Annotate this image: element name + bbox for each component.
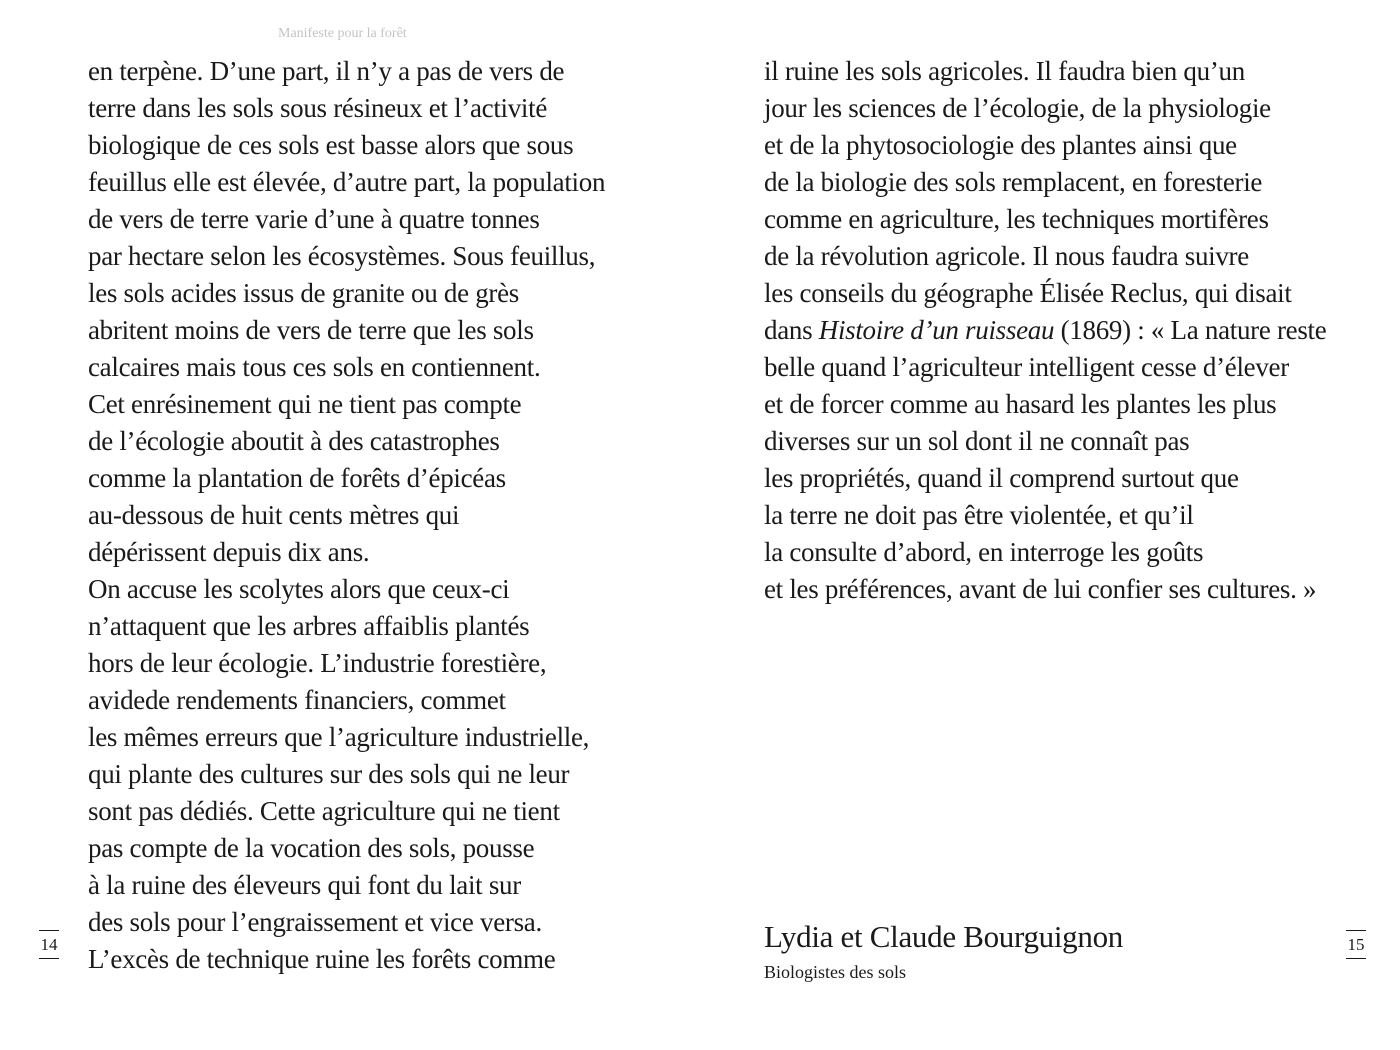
text-line: les sols acides issus de granite ou de grès [88,278,520,308]
text-line: Cet enrésinement qui ne tient pas compte [88,389,522,419]
page-number-rule-bottom [39,958,59,959]
book-title: Histoire d’un ruisseau [818,315,1055,345]
page-number-left-value: 14 [40,935,58,954]
text-line: par hectare selon les écosystèmes. Sous feuillus, [88,241,596,271]
text-line-with-title [764,312,1326,349]
text-line: de vers de terre varie d’une à quatre tonnes [88,204,540,234]
text-line: On accuse les scolytes alors que ceux-ci [88,574,510,604]
text-line: abritent moins de vers de terre que les sols [88,315,534,345]
text-line: des sols pour l’engraissement et vice versa. [88,907,542,937]
text-line: calcaires mais tous ces sols en contiennent. [88,352,541,382]
text-line: au-dessous de huit cents mètres qui [88,500,460,530]
text-line: et de la phytosociologie des plantes ainsi que [764,130,1237,160]
text-line: en terpène. D’une part, il n’y a pas de vers de [88,56,565,86]
text-line: sont pas dédiés. Cette agriculture qui ne tient [88,796,560,826]
text-line: la terre ne doit pas être violentée, et qu’il [764,500,1194,530]
text-line: jour les sciences de l’écologie, de la physiologie [764,93,1271,123]
author-name: Lydia et Claude Bourguignon [764,919,1123,954]
text-line: n’attaquent que les arbres affaiblis plantés [88,611,530,641]
text-line: terre dans les sols sous résineux et l’activité [88,93,548,123]
text-line: feuillus elle est élevée, d’autre part, la population [88,167,606,197]
text-line: à la ruine des éleveurs qui font du lait sur [88,870,521,900]
text-line: de l’écologie aboutit à des catastrophes [88,426,500,456]
text-line: et de forcer comme au hasard les plantes les plus [764,389,1277,419]
text-line: il ruine les sols agricoles. Il faudra bien qu’un [764,56,1245,86]
text-line: et les préférences, avant de lui confier ses cultures. » [764,574,1317,604]
text-line: de la révolution agricole. Il nous faudra suivre [764,241,1249,271]
text-line: les propriétés, quand il comprend surtout que [764,463,1239,493]
text-line: comme la plantation de forêts d’épicéas [88,463,506,493]
text-segment: (1869) : « La nature reste [1054,315,1327,345]
text-line: belle quand l’agriculteur intelligent cesse d’élever [764,352,1289,382]
text-segment: dans [764,315,819,345]
text-line: les mêmes erreurs que l’agriculture industrielle, [88,722,590,752]
text-line: hors de leur écologie. L’industrie forestière, [88,648,547,678]
page-number-rule-bottom [1346,958,1366,959]
text-line: diverses sur un sol dont il ne connaît pas [764,426,1190,456]
text-line: avidede rendements financiers, commet [88,685,506,715]
text-line: comme en agriculture, les techniques mortifères [764,204,1269,234]
text-line: dépérissent depuis dix ans. [88,537,370,567]
text-line: les conseils du géographe Élisée Reclus, qui disait [764,278,1292,308]
right-page-text [764,53,1326,608]
running-head: Manifeste pour la forêt [278,26,407,41]
page-number-right [1344,930,1368,959]
page-number-left [37,930,61,959]
text-line: biologique de ces sols est basse alors que sous [88,130,574,160]
text-line: qui plante des cultures sur des sols qui ne leur [88,759,570,789]
author-role: Biologistes des sols [764,962,907,982]
text-line: L’excès de technique ruine les forêts comme [88,944,556,974]
text-line: pas compte de la vocation des sols, pousse [88,833,535,863]
text-line: de la biologie des sols remplacent, en foresterie [764,167,1263,197]
page-number-right-value: 15 [1347,935,1365,954]
left-page-text [88,53,605,978]
text-line: la consulte d’abord, en interroge les goûts [764,537,1204,567]
